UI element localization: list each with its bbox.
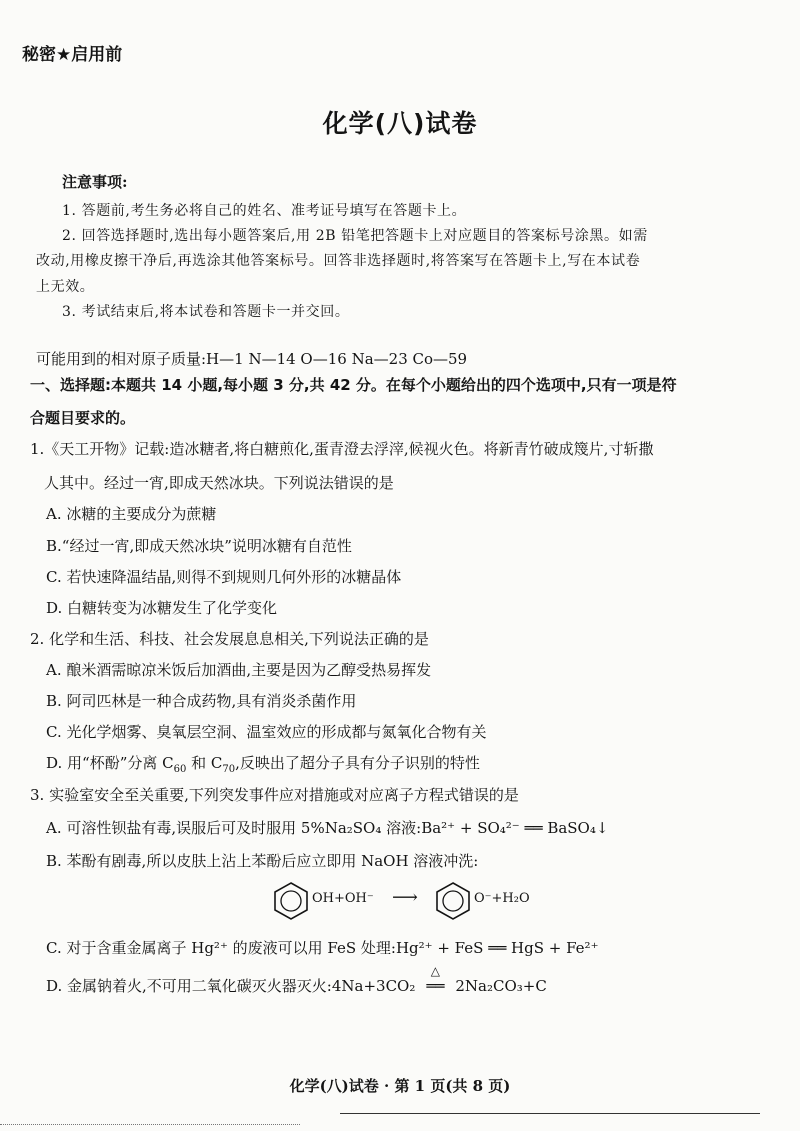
- benzene-ring-icon: [432, 880, 474, 922]
- q2-option-c: C. 光化学烟雾、臭氧层空洞、温室效应的形成都与氮氧化合物有关: [46, 723, 487, 741]
- heat-icon: △: [430, 964, 440, 978]
- q1-option-d: D. 白糖转变为冰糖发生了化学变化: [46, 599, 278, 617]
- secret-label: 秘密★启用前: [22, 45, 123, 65]
- q3-b-reactants: OH+OH⁻: [312, 891, 374, 906]
- q2-option-a: A. 酿米酒需晾凉米饭后加酒曲,主要是因为乙醇受热易挥发: [46, 661, 432, 679]
- note-2-line2: 改动,用橡皮擦干净后,再选涂其他答案标号。回答非选择题时,将答案写在答题卡上,写在本试卷: [36, 253, 641, 269]
- q1-option-c: C. 若快速降温结晶,则得不到规则几何外形的冰糖晶体: [46, 568, 402, 586]
- edge-dots: [0, 1124, 300, 1126]
- note-3: 3. 考试结束后,将本试卷和答题卡一并交回。: [62, 304, 350, 320]
- q1-option-a: A. 冰糖的主要成分为蔗糖: [46, 505, 217, 523]
- page-footer: 化学(八)试卷 · 第 1 页(共 8 页): [289, 1077, 511, 1095]
- q1-stem-line1: 1.《天工开物》记载:造冰糖者,将白糖煎化,蛋青澄去浮滓,候视火色。将新青竹破成篾片,寸斩撒: [30, 440, 654, 458]
- q2-option-d-sub2: 70: [222, 764, 236, 775]
- q3-option-d-eq-left: 4Na+3CO₂: [331, 977, 416, 995]
- q1-option-b: B.“经过一宵,即成天然冰块”说明冰糖有自范性: [46, 537, 352, 555]
- q3-stem: 3. 实验室安全至关重要,下列突发事件应对措施或对应离子方程式错误的是: [30, 786, 519, 804]
- q2-option-d-sub1: 60: [173, 764, 187, 775]
- q3-option-c-equation: Hg²⁺ + FeS ══ HgS + Fe²⁺: [395, 939, 599, 957]
- q3-option-d: [46, 964, 547, 996]
- q3-option-c-text: C. 对于含重金属离子 Hg²⁺ 的废液可以用 FeS 处理:: [46, 939, 396, 957]
- q3-option-d-eq-right: 2Na₂CO₃+C: [455, 977, 547, 995]
- q3-option-d-text: D. 金属钠着火,不可用二氧化碳灭火器灭火:: [46, 977, 332, 995]
- q3-option-a: [46, 817, 608, 838]
- note-1: 1. 答题前,考生务必将自己的姓名、准考证号填写在答题卡上。: [62, 203, 467, 219]
- q2-option-d: [46, 752, 480, 775]
- q3-b-arrow: ⟶: [392, 887, 418, 908]
- footer-divider: [340, 1113, 760, 1114]
- notes-heading: 注意事项:: [62, 173, 128, 191]
- atomic-masses: 可能用到的相对原子质量:H—1 N—14 O—16 Na—23 Co—59: [36, 350, 468, 368]
- q3-option-a-equation: Ba²⁺ + SO₄²⁻ ══ BaSO₄↓: [421, 819, 609, 837]
- q2-option-d-post: ,反映出了超分子具有分子识别的特性: [235, 754, 480, 772]
- q2-option-d-mid: 和 C: [186, 754, 223, 772]
- note-2-line3: 上无效。: [36, 279, 95, 295]
- q3-option-b: B. 苯酚有剧毒,所以皮肤上沾上苯酚后应立即用 NaOH 溶液冲洗:: [46, 852, 479, 870]
- q3-option-c: [46, 937, 598, 958]
- q2-stem: 2. 化学和生活、科技、社会发展息息相关,下列说法正确的是: [30, 630, 429, 648]
- q3-option-d-condition: △ ══: [415, 977, 455, 995]
- section1-line2: 合题目要求的。: [30, 409, 136, 427]
- q3-option-a-text: A. 可溶性钡盐有毒,误服后可及时服用 5%Na₂SO₄ 溶液:: [46, 819, 422, 837]
- benzene-ring-icon: [270, 880, 312, 922]
- note-2-line1: 2. 回答选择题时,选出每小题答案后,用 2B 铅笔把答题卡上对应题目的答案标号涂黑。如需: [62, 228, 648, 244]
- page-title: 化学(八)试卷: [322, 109, 478, 138]
- q1-stem-line2: 人其中。经过一宵,即成天然冰块。下列说法错误的是: [44, 474, 394, 492]
- q2-option-b: B. 阿司匹林是一种合成药物,具有消炎杀菌作用: [46, 692, 357, 710]
- q2-option-d-pre: D. 用“杯酚”分离 C: [46, 754, 174, 772]
- q3-b-products: O⁻+H₂O: [474, 891, 530, 906]
- section1-line1: 一、选择题:本题共 14 小题,每小题 3 分,共 42 分。在每个小题给出的四个选项中,只有一项是符: [30, 376, 677, 394]
